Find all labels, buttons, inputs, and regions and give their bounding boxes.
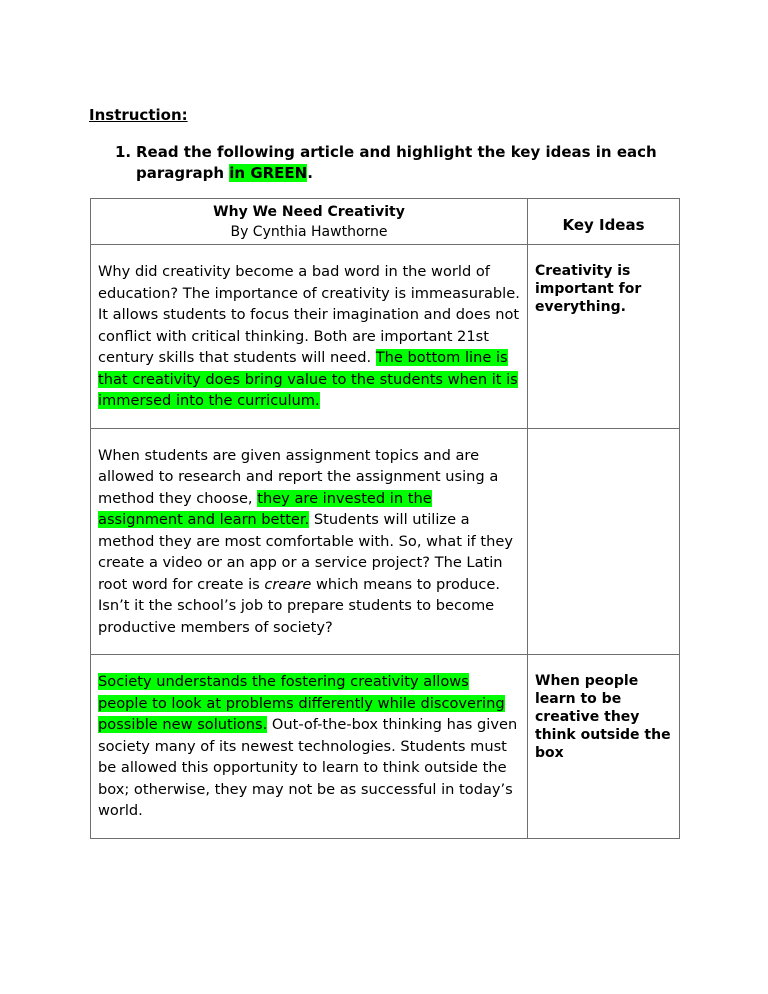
highlighted-key-idea: they are invested in the assignment and learn better. xyxy=(98,489,432,528)
highlighted-key-idea: The bottom line is that creativity does bring value to the students when it is immersed into the curriculum. xyxy=(98,349,518,409)
paragraph-cell xyxy=(91,428,528,655)
table-row xyxy=(91,428,680,655)
table-row xyxy=(91,655,680,839)
table-row xyxy=(91,245,680,429)
highlighted-key-idea: Society understands the fostering creativity allows people to look at problems differently while discovering possible new solutions. xyxy=(98,673,505,733)
latin-word: creare xyxy=(264,575,312,593)
paragraph-text: Why did creativity become a bad word in the world of education? The importance of creativity is immeasurable. It allows students to focus their imagination and does not conflict with critical thinking. Both are important 21st century skills that students will need. xyxy=(98,263,520,366)
key-idea-cell[interactable]: When people learn to be creative they think outside the box xyxy=(528,655,680,839)
step-text xyxy=(136,142,675,184)
key-idea-cell[interactable] xyxy=(528,428,680,655)
article-byline: By Cynthia Hawthorne xyxy=(230,224,388,240)
instruction-heading: Instruction: xyxy=(89,106,188,124)
paragraph-cell xyxy=(91,655,528,839)
instruction-step xyxy=(115,142,675,184)
paragraph-cell xyxy=(91,245,528,429)
table-header-row xyxy=(91,199,680,245)
paragraph-text: Out-of-the-box thinking has given society many of its newest technologies. Students must be allowed this opportunity to learn to think outside the box; otherwise, they may not be as successful in today’s world. xyxy=(98,716,518,819)
paragraph-text: which means to produce. Isn’t it the school’s job to prepare students to become productive members of society? xyxy=(98,575,501,636)
step-number: 1. xyxy=(115,143,132,161)
step-text-main: Read the following article and highlight the key ideas in each paragraph xyxy=(136,143,657,182)
key-ideas-header: Key Ideas xyxy=(528,199,680,245)
step-text-end: . xyxy=(307,164,313,182)
step-text-highlight: in GREEN xyxy=(229,164,308,182)
paragraph-text: Students will utilize a method they are most comfortable with. So, what if they create a video or an app or a service project? The Latin root word for create is xyxy=(98,511,514,593)
key-idea-cell[interactable]: Creativity is important for everything. xyxy=(528,245,680,429)
paragraph-text: When students are given assignment topics and are allowed to research and report the assignment using a method they choose, xyxy=(98,446,499,507)
article-table xyxy=(90,198,680,839)
article-title: Why We Need Creativity xyxy=(213,204,405,220)
article-header-cell xyxy=(91,199,528,245)
